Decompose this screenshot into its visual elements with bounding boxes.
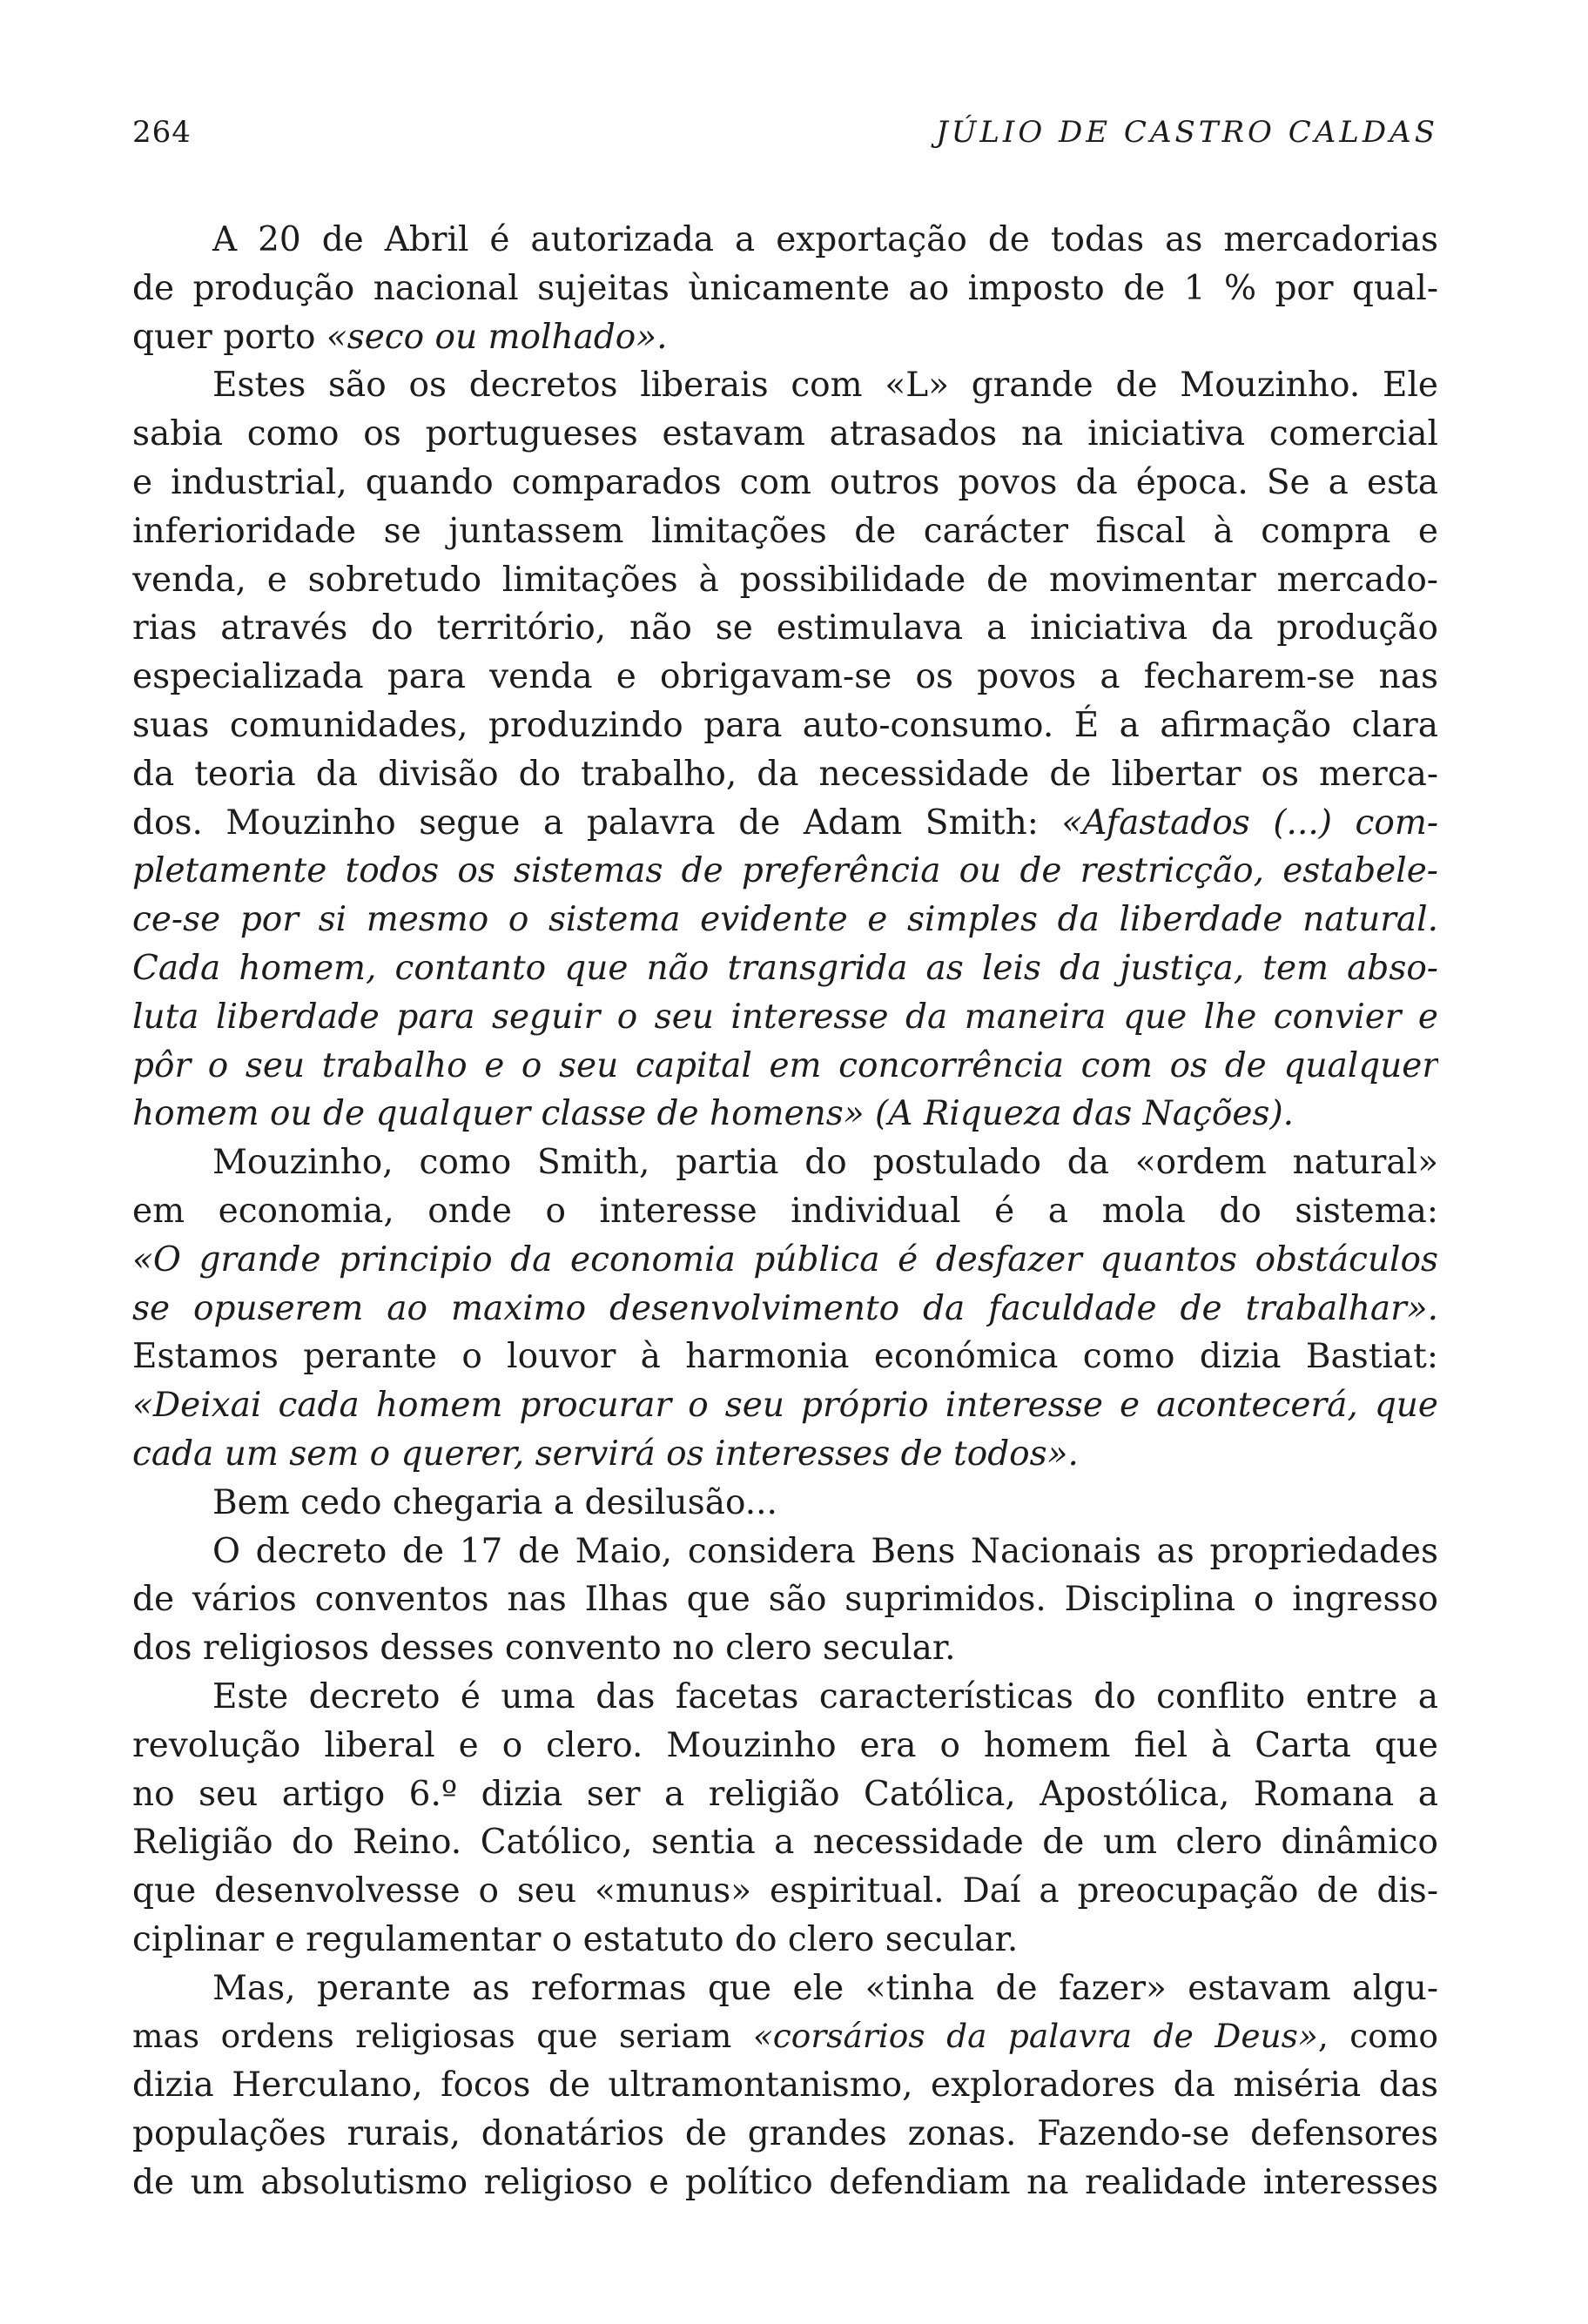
text-segment: de produção nacional sujeitas ùnicamente ao imposto de 1 % por qual-: [132, 268, 1438, 308]
italic-text-segment: homem ou de qualquer classe de homens» (A Riqueza das Nações).: [132, 1094, 1295, 1134]
text-line: [132, 702, 1438, 750]
text-segment: Mouzinho, como Smith, partia do postulado da «ordem natural»: [212, 1143, 1438, 1183]
text-segment: em economia, onde o interesse individual é a mola do sistema:: [132, 1191, 1438, 1231]
text-segment: inferioridade se juntassem limitações de carácter fiscal à compra e: [132, 511, 1438, 551]
page-number: 264: [132, 115, 192, 150]
italic-text-segment: «Deixai cada homem procurar o seu próprio interesse e acontecerá, que: [132, 1386, 1438, 1426]
italic-text-segment: se opuserem ao maximo desenvolvimento da faculdade de trabalhar».: [132, 1288, 1438, 1328]
text-segment: mas ordens religiosas que seriam: [132, 2017, 753, 2056]
text-line: [132, 1187, 1438, 1236]
text-segment: de um absolutismo religioso e político defendiam na realidade interesses: [132, 2162, 1438, 2202]
italic-text-segment: pôr o seu trabalho e o seu capital em concorrência com os de qualquer: [132, 1045, 1438, 1085]
text-line: [132, 2110, 1438, 2159]
text-segment: Estamos perante o louvor à harmonia económica como dizia Bastiat:: [132, 1337, 1438, 1377]
text-segment: Bem cedo chegaria a desilusão...: [212, 1482, 777, 1522]
text-segment: e industrial, quando comparados com outros povos da época. Se a esta: [132, 462, 1438, 502]
text-line: [132, 2061, 1438, 2110]
text-segment: Este decreto é uma das facetas características do conflito entre a: [212, 1676, 1438, 1716]
text-line: [132, 604, 1438, 653]
italic-text-segment: luta liberdade para seguir o seu interesse da maneira que lhe convier e: [132, 997, 1438, 1037]
text-line: [132, 1528, 1438, 1576]
text-segment: A 20 de Abril é autorizada a exportação de todas as mercadorias: [212, 220, 1438, 259]
text-segment: venda, e sobretudo limitações à possibilidade de movimentar mercado-: [132, 560, 1438, 600]
italic-text-segment: «O grande principio da economia pública é desfazer quantos obstáculos: [132, 1239, 1438, 1280]
italic-text-segment: cada um sem o querer, servirá os interesses de todos».: [132, 1434, 1079, 1474]
text-segment: revolução liberal e o clero. Mouzinho era o homem fiel à Carta que: [132, 1725, 1438, 1765]
text-line: [132, 1138, 1438, 1187]
text-line: [132, 1333, 1438, 1381]
text-line: [132, 1624, 1438, 1673]
text-line: [132, 1090, 1438, 1138]
text-segment: populações rurais, donatários de grandes zonas. Fazendo-se defensores: [132, 2114, 1438, 2154]
text-segment: suas comunidades, produzindo para auto-consumo. É a afirmação clara: [132, 705, 1438, 745]
text-line: [132, 799, 1438, 848]
text-line: [132, 896, 1438, 944]
text-line: [132, 993, 1438, 1042]
text-segment: Religião do Reino. Católico, sentia a necessidade de um clero dinâmico: [132, 1823, 1438, 1863]
text-line: [132, 2012, 1438, 2061]
text-line: [132, 1430, 1438, 1479]
italic-text-segment: «corsários da palavra de Deus»: [752, 2017, 1318, 2056]
text-line: [132, 1285, 1438, 1333]
text-line: [132, 1575, 1438, 1624]
text-line: [132, 1965, 1438, 2013]
italic-text-segment: pletamente todos os sistemas de preferência ou de restricção, estabele-: [132, 851, 1438, 891]
text-line: [132, 847, 1438, 896]
page-header: [132, 115, 1438, 158]
text-line: [132, 1381, 1438, 1430]
text-line: [132, 1479, 1438, 1528]
text-line: [132, 2159, 1438, 2207]
text-segment: da teoria da divisão do trabalho, da necessidade de libertar os merca-: [132, 754, 1438, 794]
text-line: [132, 750, 1438, 799]
text-line: [132, 1770, 1438, 1819]
text-segment: Mas, perante as reformas que ele «tinha de fazer» estavam algu-: [212, 1968, 1438, 2008]
text-line: [132, 1673, 1438, 1722]
text-segment: O decreto de 17 de Maio, considera Bens Nacionais as propriedades: [212, 1531, 1438, 1571]
text-line: [132, 1042, 1438, 1091]
italic-text-segment: Cada homem, contanto que não transgrida as leis da justiça, tem abso-: [132, 948, 1438, 988]
text-segment: rias através do território, não se estimulava a iniciativa da produção: [132, 608, 1438, 648]
text-line: [132, 361, 1438, 410]
text-segment: , como: [1317, 2017, 1438, 2056]
text-line: [132, 410, 1438, 459]
text-segment: dos. Mouzinho segue a palavra de Adam Smith:: [132, 803, 1062, 843]
text-line: [132, 313, 1438, 362]
text-segment: dizia Herculano, focos de ultramontanismo, exploradores da miséria das: [132, 2065, 1438, 2106]
text-line: [132, 1236, 1438, 1285]
italic-text-segment: «seco ou molhado».: [326, 317, 668, 357]
text-segment: Estes são os decretos liberais com «L» grande de Mouzinho. Ele: [212, 366, 1438, 406]
text-segment: dos religiosos desses convento no clero secular.: [132, 1629, 956, 1669]
text-segment: especializada para venda e obrigavam-se os povos a fecharem-se nas: [132, 657, 1438, 697]
text-segment: no seu artigo 6.º dizia ser a religião Católica, Apostólica, Romana a: [132, 1774, 1438, 1814]
text-segment: sabia como os portugueses estavam atrasados na iniciativa comercial: [132, 414, 1438, 454]
text-line: [132, 216, 1438, 265]
text-line: [132, 653, 1438, 702]
running-head: JÚLIO DE CASTRO CALDAS: [936, 115, 1438, 150]
body-text: [132, 216, 1438, 2207]
text-line: [132, 1818, 1438, 1867]
text-segment: ciplinar e regulamentar o estatuto do clero secular.: [132, 1919, 1019, 1959]
text-segment: de vários conventos nas Ilhas que são suprimidos. Disciplina o ingresso: [132, 1580, 1438, 1620]
italic-text-segment: «Afastados (...) com-: [1061, 803, 1438, 843]
text-line: [132, 1916, 1438, 1965]
text-line: [132, 944, 1438, 993]
italic-text-segment: ce-se por si mesmo o sistema evidente e simples da liberdade natural.: [132, 900, 1438, 940]
text-segment: que desenvolvesse o seu «munus» espiritual. Daí a preocupação de dis-: [132, 1871, 1438, 1911]
text-segment: quer porto: [132, 317, 326, 357]
text-line: [132, 1722, 1438, 1770]
text-line: [132, 265, 1438, 313]
text-line: [132, 459, 1438, 507]
text-line: [132, 1867, 1438, 1916]
text-line: [132, 507, 1438, 556]
text-line: [132, 556, 1438, 605]
